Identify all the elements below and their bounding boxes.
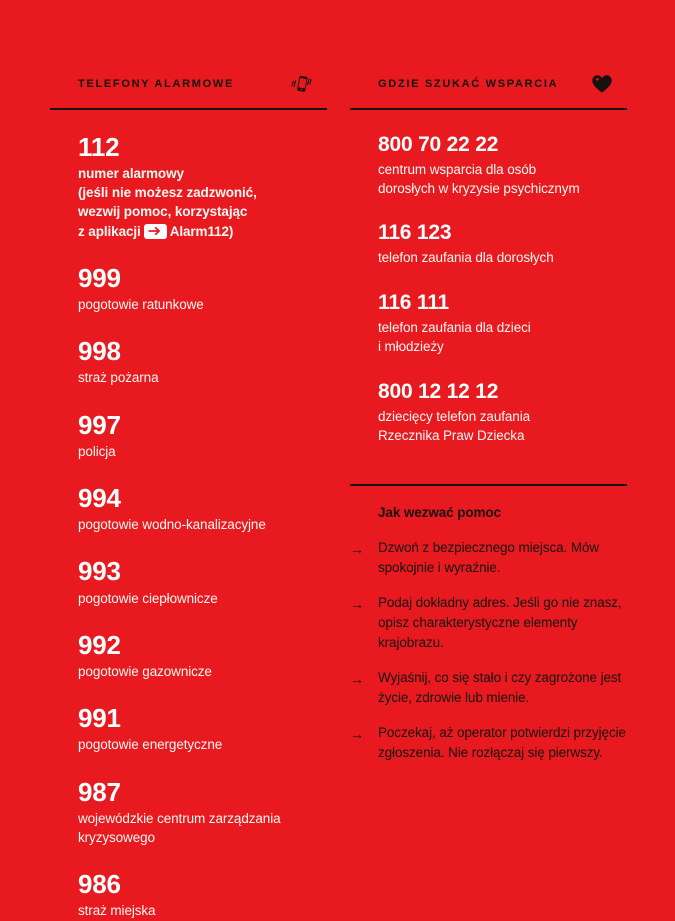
- list-item: [78, 631, 327, 681]
- entry-description-line-app: [78, 222, 327, 241]
- how-to-steps-list: [350, 538, 627, 763]
- list-item: [350, 538, 627, 578]
- emergency-section-header: [50, 70, 327, 98]
- emergency-numbers-column: [50, 70, 327, 921]
- entry-number: 986: [78, 869, 121, 900]
- list-item: [378, 379, 627, 446]
- entry-description-line: (jeśli nie możesz zadzwonić,: [78, 184, 257, 200]
- entry-number: 997: [78, 409, 121, 440]
- arrow-right-icon: →: [350, 541, 364, 558]
- entry-number: 998: [78, 336, 121, 367]
- entry-description-line: wojewódzkie centrum zarządzania: [78, 810, 281, 826]
- support-entries-list: [350, 132, 627, 446]
- entry-description-line: centrum wsparcia dla osób: [378, 161, 537, 177]
- entry-description-line: wezwij pomoc, korzystając: [78, 204, 248, 220]
- entry-description: pogotowie ratunkowe: [78, 296, 204, 312]
- list-item: [350, 668, 627, 708]
- entry-number: 991: [78, 703, 121, 734]
- entry-description-line: dorosłych w kryzysie psychicznym: [378, 180, 580, 196]
- list-item: [350, 723, 627, 763]
- entry-number: 993: [78, 556, 121, 587]
- list-item: [78, 778, 327, 848]
- how-to-step-text: Podaj dokładny adres. Jeśli go nie znasz, opisz charakterystyczne elementy krajobrazu.: [378, 594, 622, 650]
- entry-number: 987: [78, 776, 121, 807]
- entry-description: [78, 164, 327, 241]
- heart-icon: [589, 71, 615, 97]
- list-item: [78, 484, 327, 534]
- entry-number: 800 12 12 12: [378, 379, 499, 403]
- how-to-title: Jak wezwać pomoc: [378, 504, 501, 520]
- entry-description: telefon zaufania dla dorosłych: [378, 250, 554, 266]
- how-to-step-text: Wyjaśnij, co się stało i czy zagrożone jest życie, zdrowie lub mienie.: [378, 669, 622, 705]
- list-item: [378, 132, 627, 199]
- entry-number: 116 123: [378, 221, 452, 245]
- emergency-entries-list: [50, 133, 327, 921]
- entry-description-line: numer alarmowy: [78, 165, 184, 181]
- list-item: [78, 704, 327, 754]
- how-to-step-text: Dzwoń z bezpiecznego miejsca. Mów spokojnie i wyraźnie.: [378, 540, 600, 575]
- arrow-right-icon: →: [350, 595, 364, 612]
- support-section-divider: [350, 108, 627, 110]
- emergency-section-title: TELEFONY ALARMOWE: [78, 77, 235, 90]
- entry-description: [78, 809, 327, 848]
- entry-description-line: dziecięcy telefon zaufania: [378, 408, 530, 424]
- entry-description: pogotowie energetyczne: [78, 737, 223, 753]
- support-section-header: [350, 70, 627, 98]
- entry-description: pogotowie wodno-kanalizacyjne: [78, 517, 266, 533]
- entry-description: [378, 407, 627, 446]
- entry-description: pogotowie gazownicze: [78, 663, 212, 679]
- entry-number: 994: [78, 483, 121, 514]
- entry-number: 999: [78, 262, 121, 293]
- column-gap: [327, 70, 350, 921]
- entry-description-line: kryzysowego: [78, 830, 155, 846]
- support-section-title: GDZIE SZUKAĆ WSPARCIA: [378, 77, 559, 90]
- how-to-call-section: [350, 484, 627, 762]
- how-to-divider: [350, 484, 627, 486]
- entry-description-line: telefon zaufania dla dzieci: [378, 319, 531, 335]
- list-item: [350, 593, 627, 653]
- support-column: [350, 70, 627, 921]
- list-item: [78, 133, 327, 241]
- entry-description: straż pożarna: [78, 370, 159, 386]
- arrow-right-icon: →: [350, 725, 364, 742]
- arrow-right-icon: [144, 224, 167, 239]
- entry-description: pogotowie ciepłownicze: [78, 590, 218, 606]
- entry-description-line: i młodzieży: [378, 339, 444, 355]
- two-column-layout: [50, 70, 627, 921]
- entry-description-text: z aplikacji: [78, 223, 141, 239]
- entry-number: 112: [78, 131, 120, 162]
- entry-description: policja: [78, 443, 116, 459]
- list-item: [78, 411, 327, 461]
- entry-number: 992: [78, 629, 121, 660]
- list-item: [78, 870, 327, 920]
- vibrating-phone-icon: [289, 71, 315, 97]
- list-item: [78, 337, 327, 387]
- entry-description: [378, 160, 627, 199]
- list-item: [78, 557, 327, 607]
- list-item: [78, 264, 327, 314]
- entry-description-line: Rzecznika Praw Dziecka: [378, 428, 525, 444]
- list-item: [378, 290, 627, 357]
- entry-number: 116 111: [378, 290, 450, 314]
- entry-number: 800 70 22 22: [378, 132, 499, 156]
- emergency-section-divider: [50, 108, 327, 110]
- entry-description-text: Alarm112): [169, 223, 234, 239]
- how-to-step-text: Poczekaj, aż operator potwierdzi przyjęcie zgłoszenia. Nie rozłączaj się pierwszy.: [378, 724, 626, 760]
- entry-description: [378, 318, 627, 357]
- arrow-right-icon: →: [350, 670, 364, 687]
- entry-description: straż miejska: [78, 903, 156, 919]
- list-item: [378, 220, 627, 267]
